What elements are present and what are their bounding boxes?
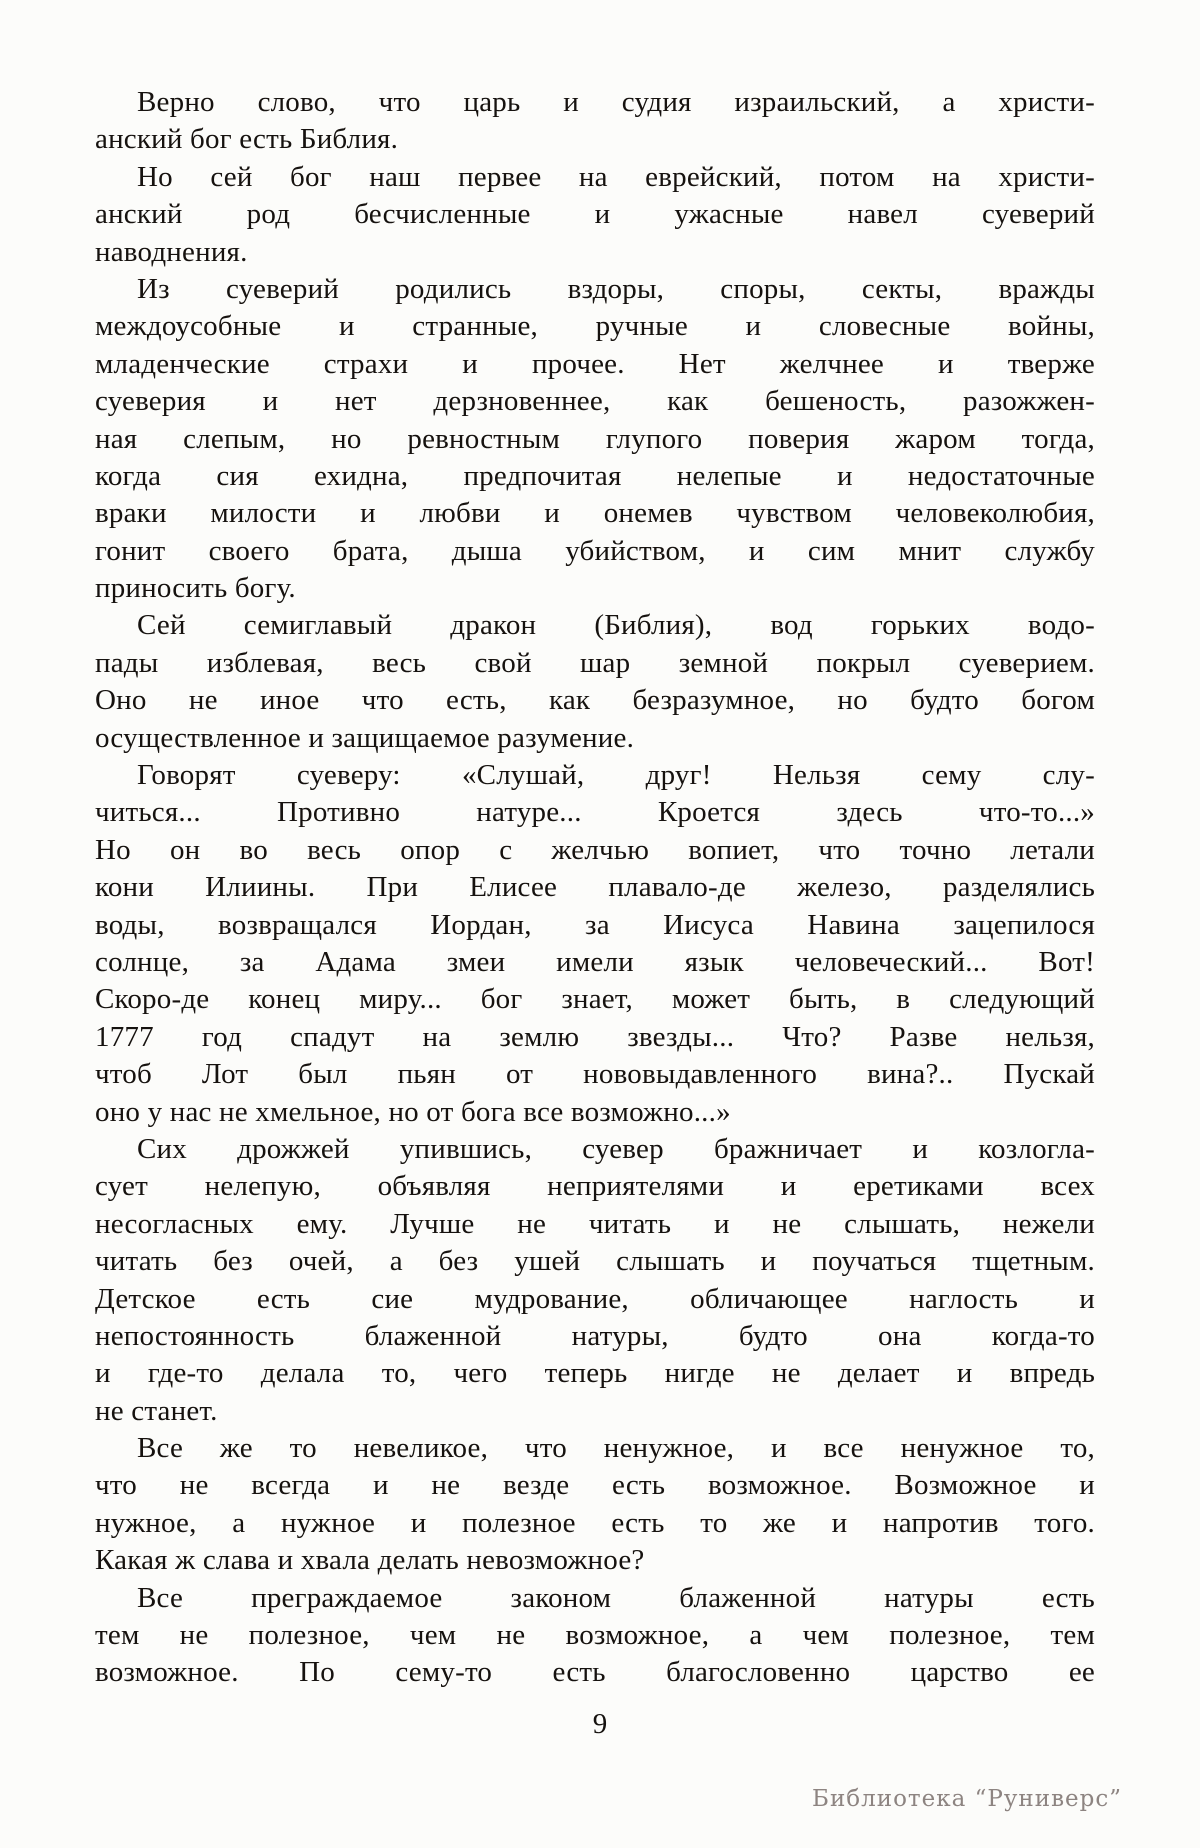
text-line: тем не полезное, чем не возможное, а чем полезное, тем (95, 1619, 1095, 1652)
text-line: воды, возвращался Иордан, за Иисуса Навина зацепилося (95, 908, 1095, 941)
text-line: суеверия и нет дерзновеннее, как бешеность, разожжен- (95, 385, 1095, 418)
text-line: нужное, а нужное и полезное есть то же и напротив того. (95, 1506, 1095, 1539)
text-line: Но он во весь опор с желчью вопиет, что точно летали (95, 833, 1095, 866)
text-line: несогласных ему. Лучше не читать и не слышать, нежели (95, 1207, 1095, 1240)
text-line: 1777 год спадут на землю звезды... Что? Разве нельзя, (95, 1020, 1095, 1053)
text-line: Из суеверий родились вздоры, споры, секты, вражды (137, 272, 1095, 305)
text-line: Скоро-де конец миру... бог знает, может быть, в следующий (95, 983, 1095, 1016)
text-line: что не всегда и не везде есть возможное. Возможное и (95, 1469, 1095, 1502)
text-line: Оно не иное что есть, как безразумное, но будто богом (95, 684, 1095, 717)
text-line: оно у нас не хмельное, но от бога все возможно...» (95, 1095, 731, 1128)
page-number: 9 (592, 1708, 608, 1740)
text-line: междоусобные и странные, ручные и словесные войны, (95, 310, 1095, 343)
text-line: осуществленное и защищаемое разумение. (95, 721, 635, 754)
paragraph (95, 1430, 1095, 1580)
text-line: приносить богу. (95, 572, 296, 605)
paragraph (95, 607, 1095, 757)
text-line: Детское есть сие мудрование, обличающее наглость и (95, 1282, 1095, 1315)
text-line: Сей семиглавый дракон (Библия), вод горьких водо- (137, 609, 1095, 642)
paragraph (95, 84, 1095, 159)
text-line: читать без очей, а без ушей слышать и поучаться тщетным. (95, 1245, 1095, 1278)
text-line: Все преграждаемое законом блаженной натуры есть (137, 1581, 1095, 1614)
text-line: чтоб Лот был пьян от нововыдавленного вина?.. Пускай (95, 1058, 1095, 1091)
text-line: Какая ж слава и хвала делать невозможное? (95, 1544, 645, 1577)
text-line: непостоянность блаженной натуры, будто она когда-то (95, 1319, 1095, 1352)
text-line: ная слепым, но ревностным глупого поверия жаром тогда, (95, 422, 1095, 455)
paragraph (95, 757, 1095, 1131)
text-line: возможное. По сему-то есть благословенно царство ее (95, 1656, 1095, 1689)
text-line: Сих дрожжей упившись, суевер бражничает и козлогла- (137, 1132, 1095, 1165)
text-line: Но сей бог наш первее на еврейский, потом на христи- (137, 160, 1095, 193)
paragraph (95, 271, 1095, 608)
text-line: пады изблевая, весь свой шар земной покрыл суеверием. (95, 646, 1095, 679)
text-line: и где-то делала то, чего теперь нигде не делает и впредь (95, 1357, 1095, 1390)
text-line: наводнения. (95, 235, 248, 268)
text-line: гонит своего брата, дыша убийством, и сим мнит службу (95, 534, 1095, 567)
paragraph (95, 159, 1095, 271)
text-line: солнце, за Адама змеи имели язык человеческий... Вот! (95, 945, 1095, 978)
text-line: анский бог есть Библия. (95, 123, 399, 156)
text-line: когда сия ехидна, предпочитая нелепые и недостаточные (95, 459, 1095, 492)
text-line: младенческие страхи и прочее. Нет желчнее и тверже (95, 347, 1095, 380)
text-line: не станет. (95, 1394, 218, 1427)
text-line: Верно слово, что царь и судия израильский, а христи- (137, 86, 1095, 118)
paragraph (95, 1131, 1095, 1430)
text-line: Говорят суеверу: «Слушай, друг! Нельзя сему слу- (137, 759, 1095, 792)
text-line: анский род бесчисленные и ужасные навел суеверий (95, 198, 1095, 231)
watermark: Библиотека “Руниверс” (812, 1786, 1122, 1812)
text-line: читься... Противно натуре... Кроется здесь что-то...» (95, 796, 1095, 829)
text-block (95, 84, 1095, 1692)
text-line: враки милости и любви и онемев чувством человеколюбия, (95, 497, 1095, 530)
text-line: кони Илиины. При Елисее плавало-де железо, разделялись (95, 871, 1095, 904)
text-line: Все же то невеликое, что ненужное, и все ненужное то, (137, 1432, 1095, 1465)
text-line: сует нелепую, объявляя неприятелями и еретиками всех (95, 1170, 1095, 1203)
paragraph (95, 1580, 1095, 1692)
